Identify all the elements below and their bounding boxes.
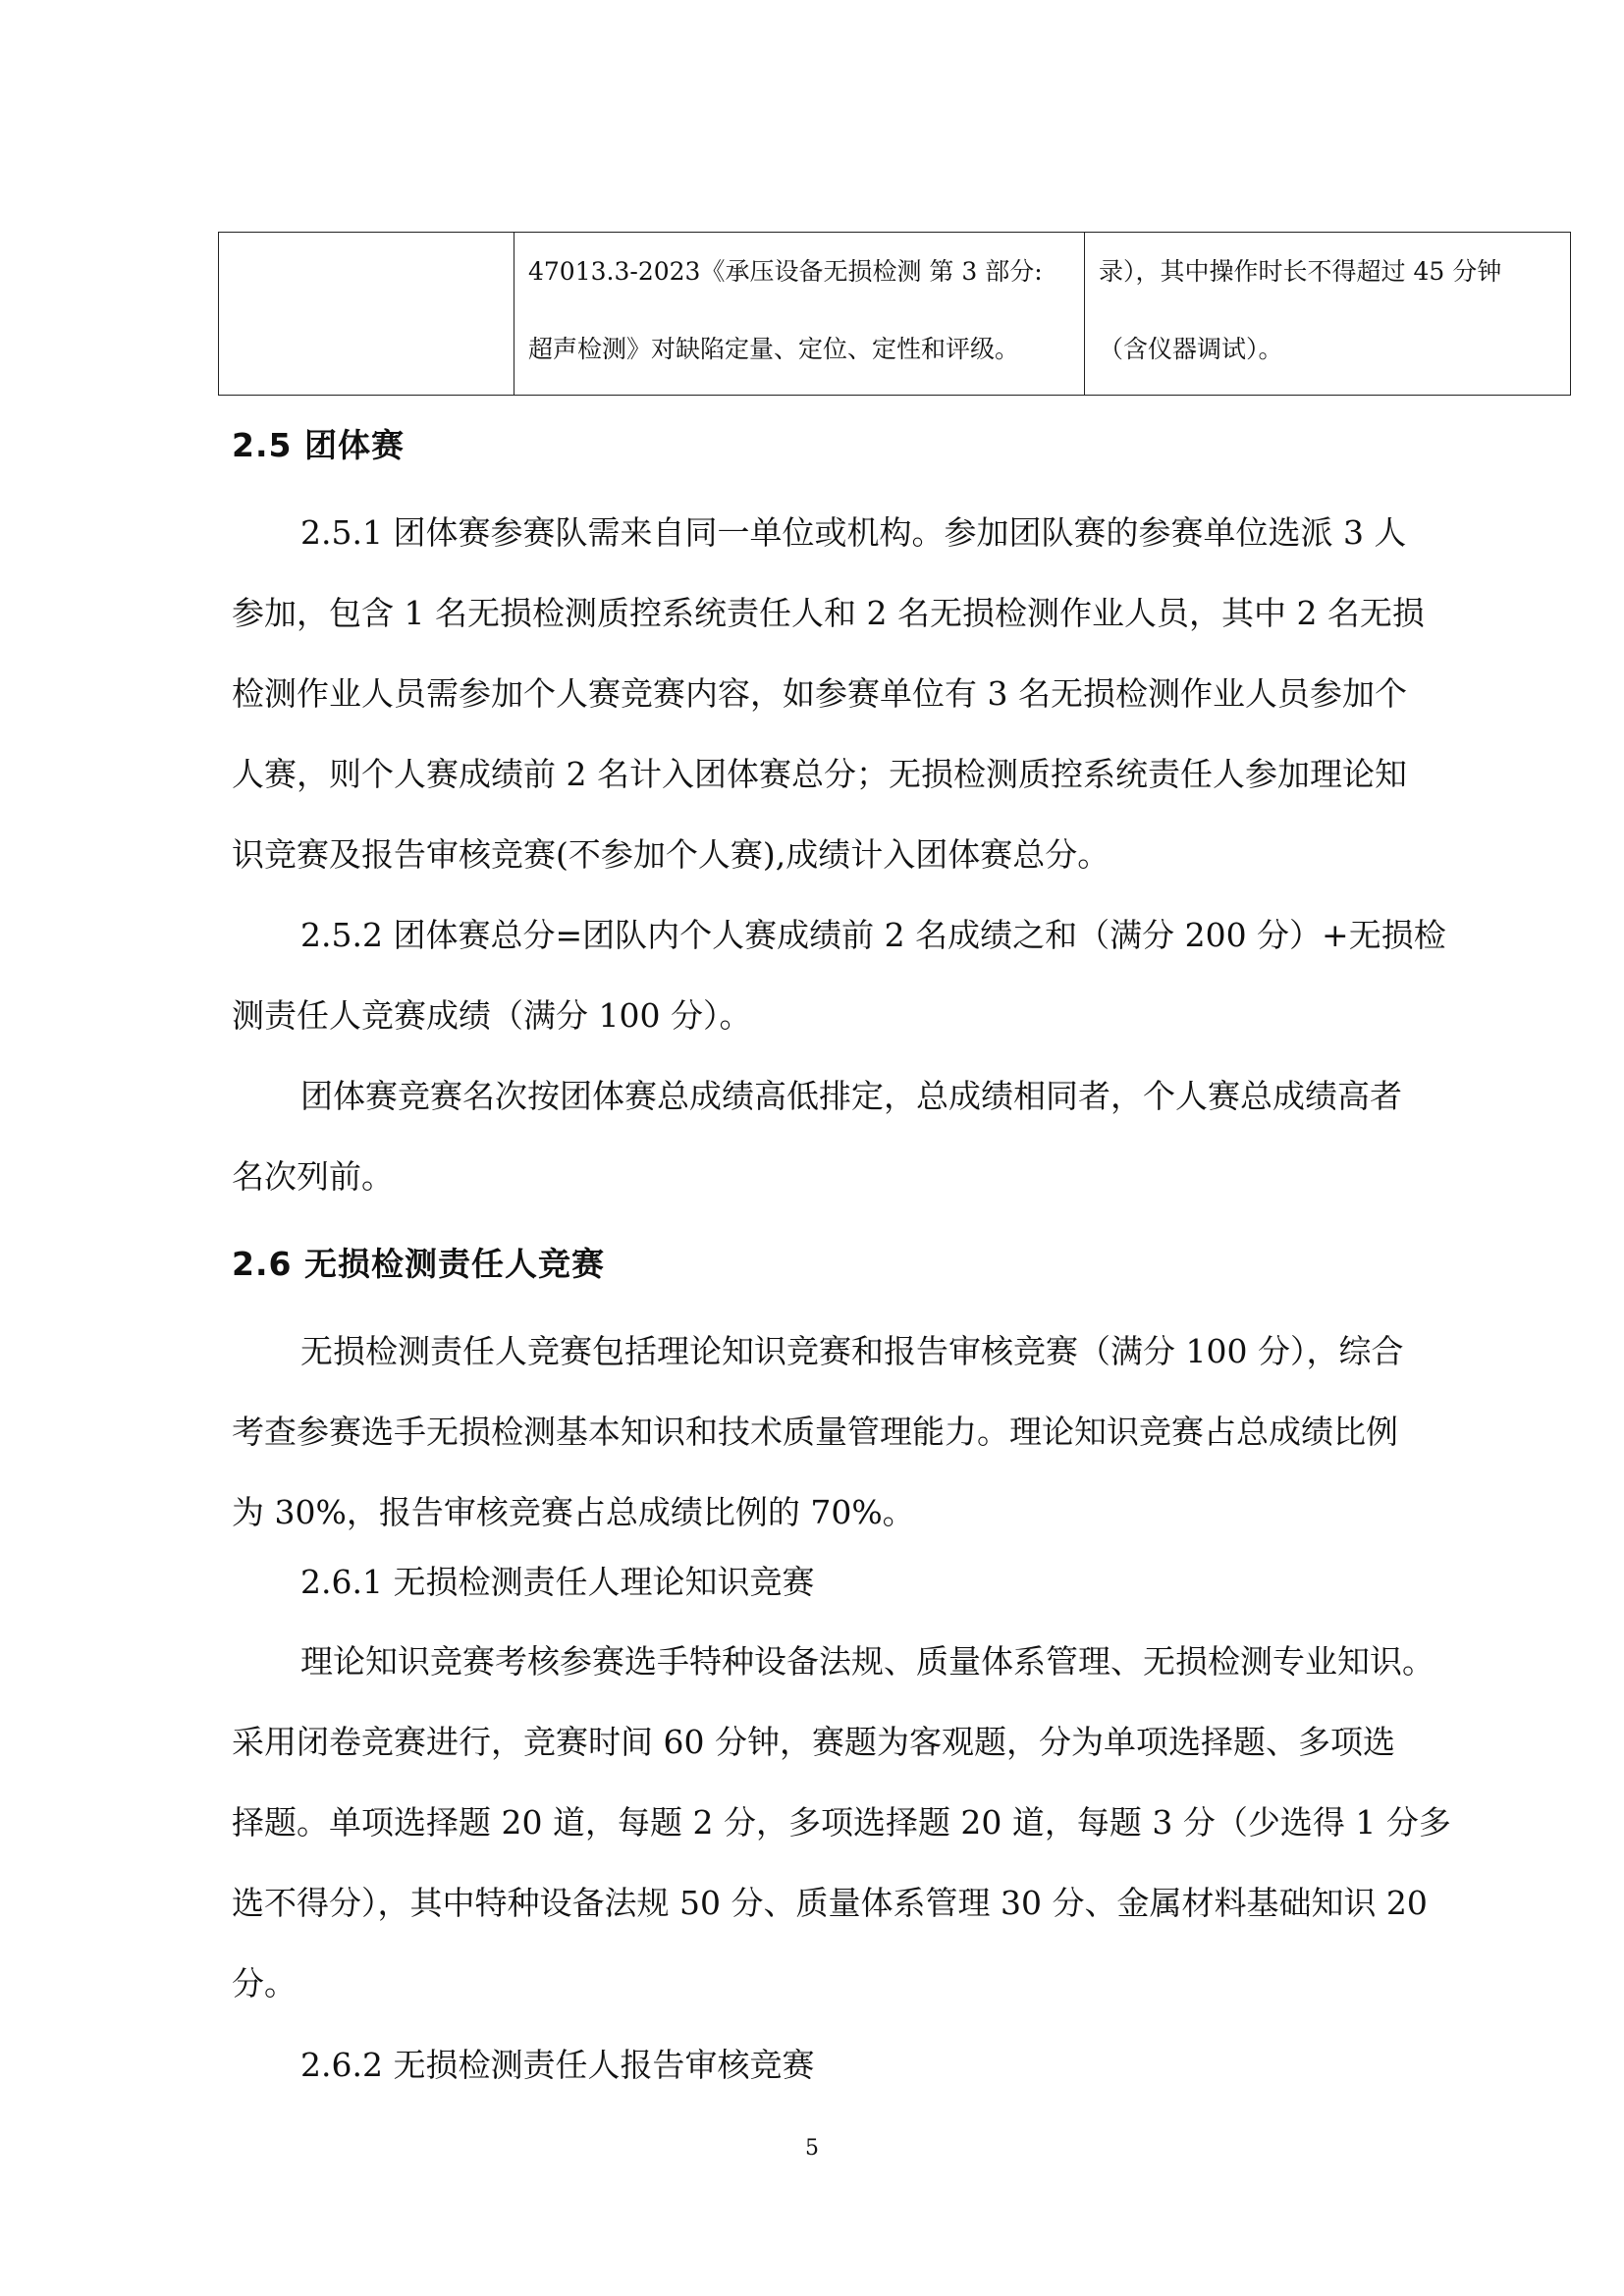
- table-row: [219, 233, 1571, 396]
- paragraph-line: 为 30%，报告审核竞赛占总成绩比例的 70%。: [232, 1493, 915, 1531]
- paragraph-line: 考查参赛选手无损检测基本知识和技术质量管理能力。理论知识竞赛占总成绩比例: [232, 1413, 1398, 1451]
- paragraph-line: 分。: [232, 1964, 297, 2002]
- table-cell-line: 超声检测》对缺陷定量、定位、定性和评级。: [528, 335, 1020, 363]
- page-number: 5: [805, 2136, 819, 2161]
- paragraph-line: 名次列前。: [232, 1157, 394, 1196]
- section-heading-2-5: 2.5 团体赛: [232, 426, 405, 464]
- paragraph-line: 采用闭卷竞赛进行，竞赛时间 60 分钟，赛题为客观题，分为单项选择题、多项选: [232, 1723, 1395, 1761]
- table-cell-standard: [514, 233, 1085, 396]
- paragraph-line: 检测作业人员需参加个人赛竞赛内容，如参赛单位有 3 名无损检测作业人员参加个: [232, 674, 1407, 713]
- paragraph-line: 人赛，则个人赛成绩前 2 名计入团体赛总分；无损检测质控系统责任人参加理论知: [232, 755, 1407, 793]
- paragraph-line: 无损检测责任人竞赛包括理论知识竞赛和报告审核竞赛（满分 100 分），综合: [300, 1332, 1404, 1370]
- paragraph-2-5-1: [232, 493, 1477, 895]
- paragraph-2-5-2: [232, 895, 1477, 1056]
- paragraph-line: 2.5.1 团体赛参赛队需来自同一单位或机构。参加团队赛的参赛单位选派 3 人: [300, 513, 1407, 552]
- paragraph-2-6-1: [232, 1622, 1477, 2024]
- table-cell-empty: [219, 233, 514, 396]
- paragraph-line: 2.5.2 团体赛总分=团队内个人赛成绩前 2 名成绩之和（满分 200 分）+无损检: [300, 916, 1446, 954]
- section-heading-2-6: 2.6 无损检测责任人竞赛: [232, 1245, 605, 1283]
- paragraph-line: 测责任人竞赛成绩（满分 100 分）。: [232, 996, 752, 1035]
- paragraph-line: 参加，包含 1 名无损检测质控系统责任人和 2 名无损检测作业人员，其中 2 名无损: [232, 594, 1425, 632]
- paragraph-line: 团体赛竞赛名次按团体赛总成绩高低排定，总成绩相同者，个人赛总成绩高者: [300, 1077, 1402, 1115]
- table-cell-line: 47013.3-2023《承压设备无损检测 第 3 部分:: [528, 257, 1043, 286]
- paragraph-line: 识竞赛及报告审核竞赛(不参加个人赛),成绩计入团体赛总分。: [232, 835, 1110, 874]
- paragraph-ranking: [232, 1056, 1477, 1217]
- table-cell-line: 录），其中操作时长不得超过 45 分钟: [1099, 257, 1502, 286]
- paragraph-line: 择题。单项选择题 20 道，每题 2 分，多项选择题 20 道，每题 3 分（少选得 1 分多: [232, 1803, 1451, 1842]
- table-cell-time-limit: [1085, 233, 1571, 396]
- subsection-heading-2-6-1: 2.6.1 无损检测责任人理论知识竞赛: [300, 1563, 815, 1601]
- paragraph-line: 选不得分），其中特种设备法规 50 分、质量体系管理 30 分、金属材料基础知识 20: [232, 1884, 1428, 1922]
- paragraph-2-6-intro: [232, 1311, 1477, 1553]
- subsection-heading-2-6-2: 2.6.2 无损检测责任人报告审核竞赛: [300, 2046, 815, 2084]
- table-cell-line: （含仪器调试）。: [1099, 335, 1283, 363]
- paragraph-line: 理论知识竞赛考核参赛选手特种设备法规、质量体系管理、无损检测专业知识。: [300, 1642, 1435, 1681]
- table-fragment: [218, 232, 1571, 396]
